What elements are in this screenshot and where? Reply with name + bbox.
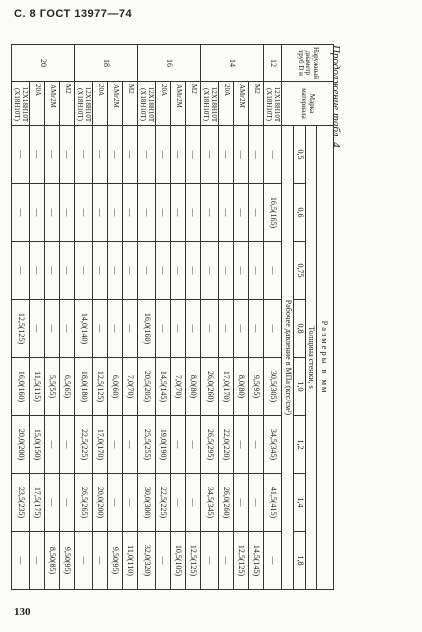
- pressure-cell: —: [11, 126, 29, 184]
- pressure-cell: —: [122, 126, 137, 184]
- pressure-cell: —: [155, 300, 170, 358]
- material-cell: АМг2М: [44, 82, 59, 126]
- header-thickness-value: 1,2: [293, 416, 305, 474]
- pressure-cell: —: [263, 532, 281, 590]
- pressure-cell: —: [11, 242, 29, 300]
- pressure-cell: 6,5(65): [59, 358, 74, 416]
- header-thickness-value: 0,75: [293, 242, 305, 300]
- header-thickness-value: 0,5: [293, 126, 305, 184]
- header-diameter: Наружный диаметр труб D н: [281, 44, 334, 82]
- pressure-cell: —: [59, 184, 74, 242]
- pressure-cell: —: [248, 126, 263, 184]
- pressure-cell: —: [92, 126, 107, 184]
- material-cell: М2: [248, 82, 263, 126]
- pressure-cell: —: [44, 416, 59, 474]
- pressure-cell: —: [29, 184, 44, 242]
- pressure-cell: 16,0(160): [11, 358, 29, 416]
- pressure-cell: —: [122, 474, 137, 532]
- pressure-cell: 25,5(255): [137, 416, 155, 474]
- pressure-cell: —: [29, 126, 44, 184]
- pressure-cell: 18,0(180): [74, 358, 92, 416]
- pressure-cell: —: [137, 184, 155, 242]
- pressure-cell: —: [233, 242, 248, 300]
- pressure-cell: —: [248, 300, 263, 358]
- pressure-cell: —: [122, 300, 137, 358]
- diameter-cell: 14: [200, 44, 263, 82]
- pressure-cell: —: [170, 300, 185, 358]
- pressure-cell: —: [107, 416, 122, 474]
- pressure-cell: —: [107, 242, 122, 300]
- pressure-cell: 19,0(190): [155, 416, 170, 474]
- header-pressure: Рабочее давление в МПа (кгс/см²): [281, 126, 293, 590]
- pressure-cell: 16,5(165): [263, 184, 281, 242]
- pressure-cell: 17,5(175): [29, 474, 44, 532]
- pressure-cell: 26,5(295): [200, 416, 218, 474]
- header-thickness-value: 1,8: [293, 532, 305, 590]
- pressure-cell: —: [233, 300, 248, 358]
- page-number: 130: [14, 606, 31, 618]
- data-table: [12, 44, 334, 590]
- pressure-cell: —: [107, 126, 122, 184]
- pressure-cell: —: [122, 184, 137, 242]
- pressure-cell: 23,5(235): [11, 474, 29, 532]
- pressure-cell: —: [218, 242, 233, 300]
- pressure-cell: —: [200, 532, 218, 590]
- pressure-cell: —: [185, 242, 200, 300]
- pressure-cell: —: [185, 126, 200, 184]
- pressure-cell: —: [200, 242, 218, 300]
- pressure-cell: 9,50(95): [59, 532, 74, 590]
- material-cell: 20А: [218, 82, 233, 126]
- pressure-cell: —: [185, 474, 200, 532]
- pressure-cell: 12,5(125): [185, 532, 200, 590]
- pressure-cell: 14,5(145): [155, 358, 170, 416]
- pressure-cell: 5,5(55): [44, 358, 59, 416]
- material-cell: 12Х18Н10Т (Х18Н10Т): [11, 82, 29, 126]
- pressure-cell: —: [233, 416, 248, 474]
- pressure-cell: —: [44, 126, 59, 184]
- pressure-cell: —: [218, 532, 233, 590]
- pressure-cell: —: [107, 474, 122, 532]
- diameter-cell: 20: [11, 44, 74, 82]
- pressure-cell: 16,0(160): [137, 300, 155, 358]
- page-header: С. 8 ГОСТ 13977—74: [14, 8, 133, 20]
- material-cell: 12Х18Н10Т (Х18Н10Т): [74, 82, 92, 126]
- pressure-cell: —: [170, 416, 185, 474]
- pressure-cell: —: [29, 242, 44, 300]
- pressure-cell: —: [74, 126, 92, 184]
- material-cell: 12Х18Н10Т (Х18Н10Т): [137, 82, 155, 126]
- material-cell: 20А: [29, 82, 44, 126]
- pressure-cell: —: [263, 126, 281, 184]
- pressure-cell: 9,5(95): [248, 358, 263, 416]
- pressure-cell: —: [44, 474, 59, 532]
- pressure-cell: 6,0(60): [107, 358, 122, 416]
- pressure-cell: 14,0(140): [74, 300, 92, 358]
- pressure-cell: 17,0(170): [218, 358, 233, 416]
- pressure-cell: —: [122, 416, 137, 474]
- pressure-cell: 34,5(345): [263, 416, 281, 474]
- pressure-cell: —: [59, 242, 74, 300]
- pressure-cell: —: [74, 242, 92, 300]
- pressure-cell: —: [185, 416, 200, 474]
- pressure-cell: —: [185, 184, 200, 242]
- table-caption: Продолжение табл. 4: [330, 45, 342, 148]
- pressure-cell: —: [248, 474, 263, 532]
- header-thickness-value: 0,8: [293, 300, 305, 358]
- material-cell: 12Х18Н10Т (Х18Н10Т): [200, 82, 218, 126]
- pressure-cell: —: [11, 532, 29, 590]
- pressure-cell: —: [233, 184, 248, 242]
- pressure-cell: 15,0(150): [29, 416, 44, 474]
- pressure-cell: —: [92, 532, 107, 590]
- pressure-cell: 17,0(170): [92, 416, 107, 474]
- pressure-cell: 22,5(225): [155, 474, 170, 532]
- pressure-cell: 7,0(70): [170, 358, 185, 416]
- pressure-cell: —: [59, 126, 74, 184]
- material-cell: АМг2М: [170, 82, 185, 126]
- pressure-cell: —: [107, 184, 122, 242]
- diameter-cell: 18: [74, 44, 137, 82]
- pressure-cell: 22,0(220): [218, 416, 233, 474]
- material-cell: 20А: [92, 82, 107, 126]
- pressure-cell: —: [248, 242, 263, 300]
- pressure-cell: —: [74, 184, 92, 242]
- pressure-cell: —: [200, 300, 218, 358]
- material-cell: М2: [122, 82, 137, 126]
- pressure-cell: —: [263, 300, 281, 358]
- pressure-cell: —: [59, 416, 74, 474]
- header-thickness: Толщина стенки, s: [305, 126, 316, 590]
- pressure-cell: —: [248, 184, 263, 242]
- header-thickness-value: 1,0: [293, 358, 305, 416]
- material-cell: АМг2М: [107, 82, 122, 126]
- pressure-cell: —: [74, 532, 92, 590]
- pressure-cell: —: [44, 242, 59, 300]
- pressure-cell: 20,5(205): [137, 358, 155, 416]
- pressure-cell: 12,5(125): [92, 358, 107, 416]
- pressure-cell: 8,0(80): [185, 358, 200, 416]
- pressure-cell: 12,5(125): [233, 532, 248, 590]
- material-cell: М2: [185, 82, 200, 126]
- pressure-cell: —: [29, 300, 44, 358]
- pressure-cell: —: [170, 126, 185, 184]
- pressure-cell: 22,5(225): [74, 416, 92, 474]
- pressure-cell: 20,0(200): [92, 474, 107, 532]
- pressure-cell: 7,0(70): [122, 358, 137, 416]
- material-cell: АМг2М: [233, 82, 248, 126]
- pressure-cell: —: [170, 242, 185, 300]
- pressure-cell: 20,0(200): [11, 416, 29, 474]
- material-cell: М2: [59, 82, 74, 126]
- pressure-cell: —: [92, 242, 107, 300]
- pressure-cell: —: [59, 474, 74, 532]
- pressure-cell: —: [92, 184, 107, 242]
- pressure-cell: —: [137, 242, 155, 300]
- pressure-cell: —: [200, 184, 218, 242]
- pressure-cell: —: [92, 300, 107, 358]
- pressure-cell: —: [263, 242, 281, 300]
- pressure-cell: 8,50(85): [44, 532, 59, 590]
- material-cell: 12Х18Н10Т (Х18Н10Т): [263, 82, 281, 126]
- pressure-cell: 26,0(260): [200, 358, 218, 416]
- pressure-cell: —: [107, 300, 122, 358]
- pressure-cell: —: [218, 300, 233, 358]
- pressure-cell: 11,0(110): [122, 532, 137, 590]
- pressure-cell: —: [44, 300, 59, 358]
- header-thickness-value: 1,4: [293, 474, 305, 532]
- pressure-cell: —: [155, 532, 170, 590]
- diameter-cell: 16: [137, 44, 200, 82]
- pressure-cell: —: [170, 474, 185, 532]
- pressure-cell: —: [170, 184, 185, 242]
- pressure-cell: —: [155, 242, 170, 300]
- pressure-cell: —: [29, 532, 44, 590]
- pressure-cell: —: [44, 184, 59, 242]
- pressure-cell: —: [122, 242, 137, 300]
- pressure-cell: —: [59, 300, 74, 358]
- pressure-cell: 26,5(265): [74, 474, 92, 532]
- pressure-cell: —: [11, 184, 29, 242]
- pressure-cell: 41,5(415): [263, 474, 281, 532]
- pressure-cell: —: [233, 474, 248, 532]
- diameter-cell: 12: [263, 44, 281, 82]
- header-sizes: Размеры в мм: [316, 126, 334, 590]
- material-cell: 20А: [155, 82, 170, 126]
- pressure-cell: —: [200, 126, 218, 184]
- pressure-cell: 11,5(115): [29, 358, 44, 416]
- pressure-cell: 32,0(320): [137, 532, 155, 590]
- pressure-cell: 9,50(95): [107, 532, 122, 590]
- pressure-cell: 10,5(105): [170, 532, 185, 590]
- pressure-cell: —: [218, 184, 233, 242]
- pressure-cell: 12,5(125): [11, 300, 29, 358]
- header-thickness-value: 0,6: [293, 184, 305, 242]
- pressure-cell: —: [155, 126, 170, 184]
- pressure-cell: 26,0(260): [218, 474, 233, 532]
- header-material: Марка материала: [281, 82, 334, 126]
- pressure-cell: 30,5(305): [263, 358, 281, 416]
- pressure-cell: —: [185, 300, 200, 358]
- pressure-cell: 34,5(345): [200, 474, 218, 532]
- pressure-cell: —: [233, 126, 248, 184]
- pressure-cell: 30,0(300): [137, 474, 155, 532]
- pressure-cell: —: [137, 126, 155, 184]
- pressure-cell: —: [155, 184, 170, 242]
- pressure-cell: —: [248, 416, 263, 474]
- pressure-cell: —: [218, 126, 233, 184]
- pressure-cell: 8,0(80): [233, 358, 248, 416]
- pressure-cell: 14,5(145): [248, 532, 263, 590]
